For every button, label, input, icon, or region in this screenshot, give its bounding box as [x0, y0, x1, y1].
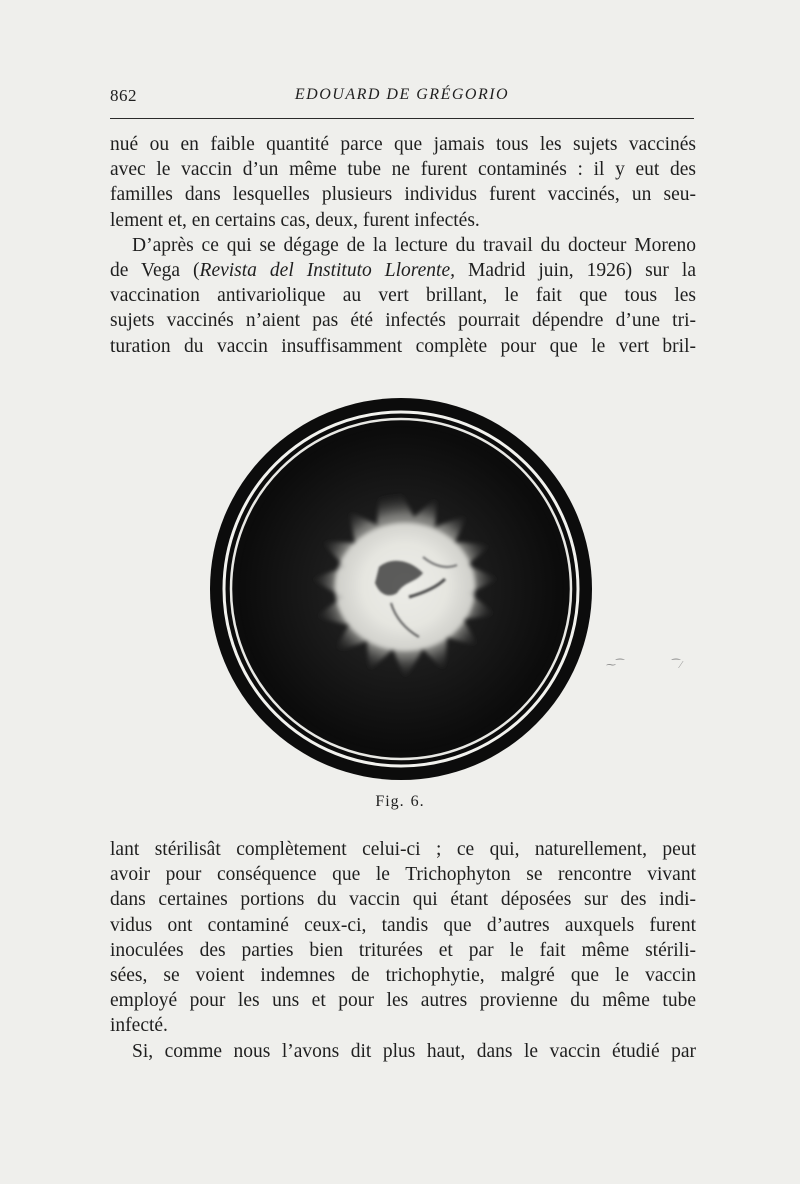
text-line: familles dans lesquelles plusieurs individus furent vaccinés, un seu- [110, 184, 696, 206]
text-block-bottom [110, 837, 696, 1064]
text-line: Si, comme nous l’avons dit plus haut, dans le vaccin étudié par [132, 1040, 696, 1062]
citation-suffix: Madrid juin, 1926) sur la [454, 260, 696, 282]
text-line: vidus ont contaminé ceux-ci, tandis que d’autres auxquels furent [110, 914, 696, 936]
caption-label: Fig. [375, 793, 405, 810]
figure-petri-dish [209, 397, 593, 781]
text-line: turation du vaccin insuffisamment complète pour que le vert bril- [110, 335, 696, 357]
text-line: lant stérilisât complètement celui-ci ; ce qui, naturellement, peut [110, 839, 696, 860]
header-rule [110, 118, 694, 119]
print-mark: ⁀⁄ [672, 660, 682, 671]
text-line: vaccination antivariolique au vert brillant, le fait que tous les [110, 285, 696, 307]
text-line: nué ou en faible quantité parce que jamais tous les sujets vaccinés [110, 134, 696, 155]
text-line: dans certaines portions du vaccin qui étant déposées sur des indi- [110, 889, 696, 911]
text-line: D’après ce qui se dégage de la lecture du travail du docteur Moreno [132, 234, 696, 256]
citation-prefix: de Vega ( [110, 260, 200, 282]
text-line: infecté. [110, 1015, 168, 1037]
culture-photograph [209, 397, 593, 781]
text-line: inoculées des parties bien triturées et par le fait même stérili- [110, 939, 696, 961]
page-number: 862 [110, 86, 137, 105]
text-block-top [110, 132, 696, 359]
text-line: sujets vaccinés n’aient pas été infectés pourrait dépendre d’une tri- [110, 310, 696, 332]
text-line: avec le vaccin d’un même tube ne furent contaminés : il y eut des [110, 159, 696, 181]
text-line: avoir pour conséquence que le Trichophyton se rencontre vivant [110, 864, 696, 886]
text-line: sées, se voient indemnes de trichophytie, malgré que le vaccin [110, 965, 696, 987]
caption-number: 6. [410, 793, 425, 810]
text-line: lement et, en certains cas, deux, furent infectés. [110, 209, 480, 231]
figure-caption [0, 793, 800, 811]
text-line: employé pour les uns et pour les autres provienne du même tube [110, 990, 696, 1012]
text-line-citation [110, 258, 696, 283]
page-header [110, 86, 694, 110]
journal-title: Revista del Instituto Llorente, [199, 260, 455, 282]
print-mark: ⁓⁀ [606, 660, 625, 671]
running-head: EDOUARD DE GRÉGORIO [294, 86, 510, 103]
